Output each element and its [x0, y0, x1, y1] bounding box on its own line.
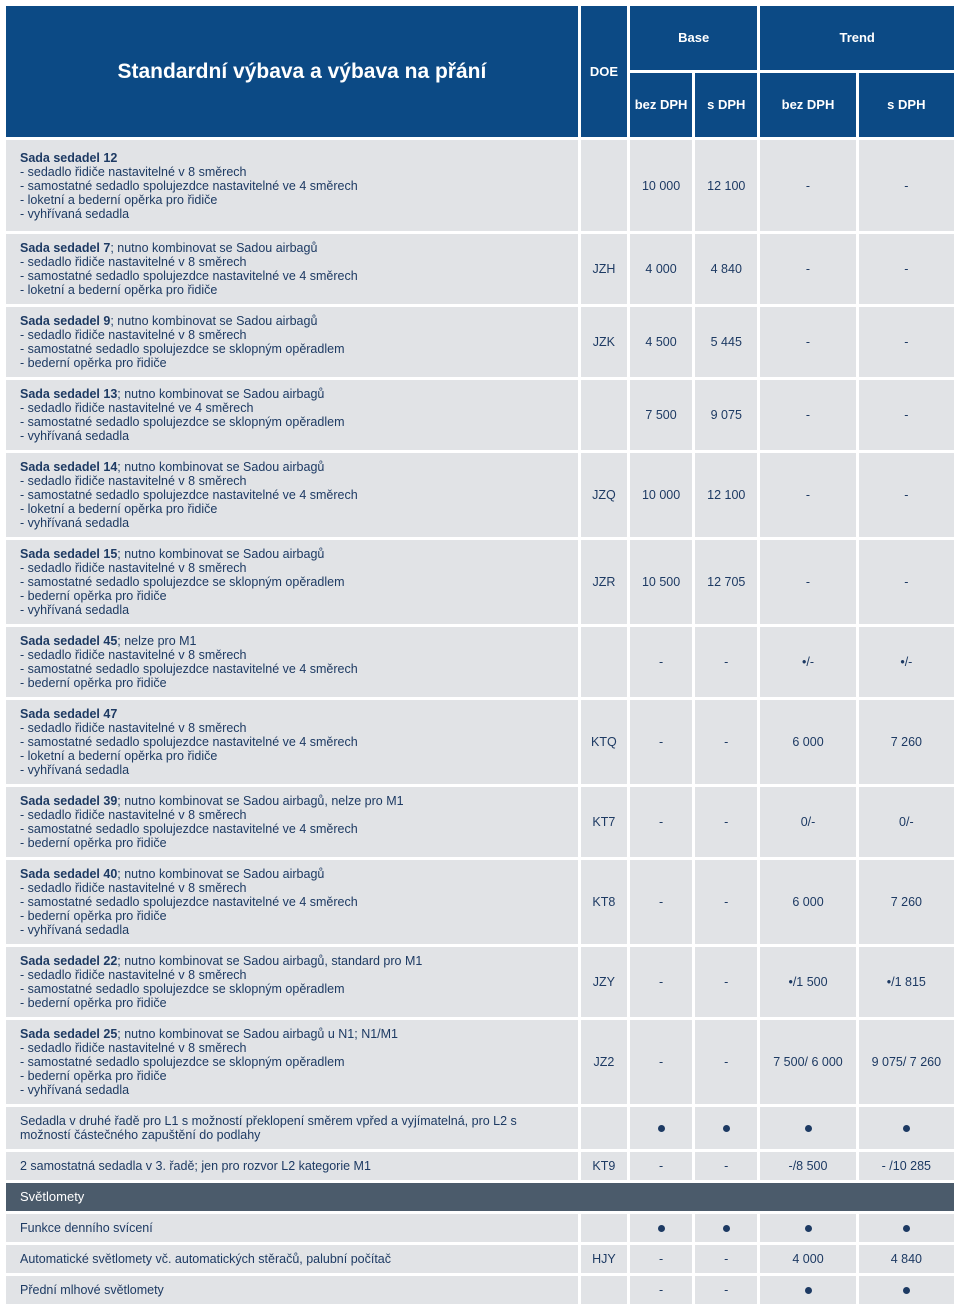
table-row — [6, 140, 954, 231]
section-title: Světlomety — [6, 1183, 954, 1211]
feature-line: - vyhřívaná sedadla — [20, 516, 130, 530]
trend-s-dph-header: s DPH — [859, 73, 954, 137]
base-s-dph-value: - — [695, 627, 757, 697]
package-name: Sada sedadel 40 — [20, 867, 118, 881]
package-note: ; nutno kombinovat se Sadou airbagů — [117, 387, 325, 401]
base-s-dph-value: - — [695, 700, 757, 784]
row-description — [6, 453, 578, 537]
row-title-line — [20, 460, 570, 474]
feature-line: - sedadlo řidiče nastavitelné v 8 směrech — [20, 474, 247, 488]
row-description — [6, 627, 578, 697]
row-title-line — [20, 707, 570, 721]
base-bez-dph-value: 10 000 — [630, 140, 692, 231]
feature-line: - bederní opěrka pro řidiče — [20, 996, 167, 1010]
feature-line: Sedadla v druhé řadě pro L1 s možností překlopení směrem vpřed a vyjímatelná, pro L2 s — [20, 1114, 517, 1128]
row-description — [6, 1245, 578, 1273]
feature-line: - loketní a bederní opěrka pro řidiče — [20, 749, 218, 763]
base-s-dph-value — [695, 1107, 757, 1149]
row-title-line — [20, 151, 570, 165]
table-row — [6, 1152, 954, 1180]
package-note: ; nutno kombinovat se Sadou airbagů — [117, 867, 325, 881]
feature-line: - bederní opěrka pro řidiče — [20, 589, 167, 603]
feature-line: - samostatné sedadlo spolujezdce se sklopným opěradlem — [20, 342, 345, 356]
package-name: Sada sedadel 14 — [20, 460, 118, 474]
package-note: ; nutno kombinovat se Sadou airbagů, standard pro M1 — [117, 954, 423, 968]
trend-bez-dph-value: - — [760, 234, 855, 304]
feature-line: - vyhřívaná sedadla — [20, 206, 130, 221]
trend-bez-dph-value — [760, 1107, 855, 1149]
feature-line: - samostatné sedadlo spolujezdce nastavitelné ve 4 směrech — [20, 178, 358, 193]
trend-bez-dph-value — [760, 1214, 855, 1242]
table-row — [6, 307, 954, 377]
feature-line: - sedadlo řidiče nastavitelné v 8 směrech — [20, 808, 247, 822]
row-title-line — [20, 867, 570, 881]
trend-bez-dph-value: •/- — [760, 627, 855, 697]
feature-line: Funkce denního svícení — [20, 1221, 153, 1235]
feature-line: - sedadlo řidiče nastavitelné v 8 směrech — [20, 328, 247, 342]
base-s-dph-value: - — [695, 787, 757, 857]
row-description — [6, 380, 578, 450]
base-bez-dph-value: - — [630, 1152, 692, 1180]
row-title-line — [20, 954, 570, 968]
row-title-line — [20, 547, 570, 561]
table-row — [6, 1245, 954, 1273]
feature-line: - bederní opěrka pro řidiče — [20, 909, 167, 923]
trend-bez-dph-value: 7 500/ 6 000 — [760, 1020, 855, 1104]
feature-line: - samostatné sedadlo spolujezdce se sklopným opěradlem — [20, 982, 345, 996]
base-s-dph-value: - — [695, 1276, 757, 1304]
trend-s-dph-value: - /10 285 — [859, 1152, 954, 1180]
table-row — [6, 700, 954, 784]
table-row — [6, 540, 954, 624]
bullet-dot-icon — [658, 1125, 665, 1132]
feature-line: - bederní opěrka pro řidiče — [20, 1069, 167, 1083]
base-bez-dph-value: - — [630, 1276, 692, 1304]
base-s-dph-value: 12 705 — [695, 540, 757, 624]
trend-s-dph-value: - — [859, 307, 954, 377]
row-description — [6, 1107, 578, 1149]
doe-code — [581, 627, 627, 697]
feature-line: - sedadlo řidiče nastavitelné v 8 směrech — [20, 881, 247, 895]
feature-line: - samostatné sedadlo spolujezdce nastavitelné ve 4 směrech — [20, 822, 358, 836]
base-bez-dph-value: 10 000 — [630, 453, 692, 537]
feature-line: - vyhřívaná sedadla — [20, 603, 130, 617]
package-name: Sada sedadel 9 — [20, 314, 111, 328]
feature-line: - loketní a bederní opěrka pro řidiče — [20, 283, 218, 297]
feature-line: - bederní opěrka pro řidiče — [20, 676, 167, 690]
row-description — [6, 307, 578, 377]
base-bez-dph-value — [630, 1214, 692, 1242]
base-bez-dph-value: - — [630, 947, 692, 1017]
feature-line: Přední mlhové světlomety — [20, 1283, 164, 1297]
package-name: Sada sedadel 47 — [20, 707, 118, 721]
bullet-dot-icon — [903, 1225, 910, 1232]
trend-bez-dph-value: •/1 500 — [760, 947, 855, 1017]
bullet-dot-icon — [903, 1287, 910, 1294]
trend-s-dph-value: - — [859, 140, 954, 231]
base-bez-dph-value: 4 500 — [630, 307, 692, 377]
package-note: ; nutno kombinovat se Sadou airbagů — [117, 547, 325, 561]
row-description — [6, 1152, 578, 1180]
trend-s-dph-value — [859, 1107, 954, 1149]
trend-s-dph-value: 9 075/ 7 260 — [859, 1020, 954, 1104]
bullet-dot-icon — [723, 1225, 730, 1232]
base-s-dph-value: - — [695, 947, 757, 1017]
package-name: Sada sedadel 7 — [20, 241, 111, 255]
package-note: ; nelze pro M1 — [117, 634, 197, 648]
base-bez-dph-value: - — [630, 860, 692, 944]
base-bez-dph-value: 10 500 — [630, 540, 692, 624]
base-bez-dph-value: - — [630, 700, 692, 784]
row-description — [6, 860, 578, 944]
feature-line: - loketní a bederní opěrka pro řidiče — [20, 192, 218, 207]
doe-code — [581, 1214, 627, 1242]
base-bez-dph-value: 7 500 — [630, 380, 692, 450]
table-row — [6, 947, 954, 1017]
doe-code: HJY — [581, 1245, 627, 1273]
table-row — [6, 1020, 954, 1104]
row-description — [6, 140, 578, 231]
package-name: Sada sedadel 39 — [20, 794, 118, 808]
trend-s-dph-value: - — [859, 234, 954, 304]
base-bez-dph-value: - — [630, 1020, 692, 1104]
trend-bez-dph-value: - — [760, 140, 855, 231]
feature-line: - samostatné sedadlo spolujezdce nastavitelné ve 4 směrech — [20, 488, 358, 502]
trend-bez-dph-value: -/8 500 — [760, 1152, 855, 1180]
bullet-dot-icon — [658, 1225, 665, 1232]
base-s-dph-header: s DPH — [695, 73, 757, 137]
base-s-dph-value: - — [695, 860, 757, 944]
row-title-line — [20, 314, 570, 328]
feature-line: - samostatné sedadlo spolujezdce nastavitelné ve 4 směrech — [20, 269, 358, 283]
package-note: ; nutno kombinovat se Sadou airbagů — [117, 460, 325, 474]
table-row — [6, 787, 954, 857]
table-row — [6, 627, 954, 697]
row-title-line — [20, 241, 570, 255]
package-note: ; nutno kombinovat se Sadou airbagů, nelze pro M1 — [117, 794, 404, 808]
trend-bez-dph-value: - — [760, 453, 855, 537]
feature-line: - samostatné sedadlo spolujezdce nastavitelné ve 4 směrech — [20, 735, 358, 749]
row-description — [6, 947, 578, 1017]
doe-code: JZR — [581, 540, 627, 624]
trend-s-dph-value: - — [859, 380, 954, 450]
feature-line: - samostatné sedadlo spolujezdce se sklopným opěradlem — [20, 1055, 345, 1069]
row-description — [6, 1276, 578, 1304]
base-s-dph-value: 12 100 — [695, 140, 757, 231]
trend-s-dph-value: •/- — [859, 627, 954, 697]
feature-line: - sedadlo řidiče nastavitelné v 8 směrech — [20, 968, 247, 982]
equipment-rows — [6, 140, 954, 1304]
row-description — [6, 700, 578, 784]
base-s-dph-value: - — [695, 1245, 757, 1273]
feature-line: - samostatné sedadlo spolujezdce nastavitelné ve 4 směrech — [20, 662, 358, 676]
trend-s-dph-value: •/1 815 — [859, 947, 954, 1017]
feature-line: - samostatné sedadlo spolujezdce se sklopným opěradlem — [20, 415, 345, 429]
table-row — [6, 453, 954, 537]
feature-line: možností částečného zapuštění do podlahy — [20, 1128, 261, 1142]
trend-s-dph-value: 4 840 — [859, 1245, 954, 1273]
table-row — [6, 380, 954, 450]
package-note: ; nutno kombinovat se Sadou airbagů u N1; N1/M1 — [117, 1027, 399, 1041]
trend-s-dph-value — [859, 1276, 954, 1304]
base-s-dph-value — [695, 1214, 757, 1242]
trend-bez-dph-value: 6 000 — [760, 860, 855, 944]
trend-s-dph-value: 7 260 — [859, 700, 954, 784]
doe-code: KTQ — [581, 700, 627, 784]
feature-line: - samostatné sedadlo spolujezdce se sklopným opěradlem — [20, 575, 345, 589]
row-description — [6, 787, 578, 857]
table-row — [6, 234, 954, 304]
feature-line: - sedadlo řidiče nastavitelné ve 4 směrech — [20, 401, 254, 415]
doe-code: JZK — [581, 307, 627, 377]
equipment-price-table — [3, 3, 957, 1307]
package-note: ; nutno kombinovat se Sadou airbagů — [110, 314, 318, 328]
package-note: ; nutno kombinovat se Sadou airbagů — [110, 241, 318, 255]
feature-line: 2 samostatná sedadla v 3. řadě; jen pro rozvor L2 kategorie M1 — [20, 1159, 371, 1173]
feature-line: - sedadlo řidiče nastavitelné v 8 směrech — [20, 255, 247, 269]
trend-bez-dph-value: - — [760, 307, 855, 377]
doe-code — [581, 380, 627, 450]
doe-code — [581, 1107, 627, 1149]
trend-s-dph-value — [859, 1214, 954, 1242]
base-s-dph-value: - — [695, 1152, 757, 1180]
feature-line: - vyhřívaná sedadla — [20, 763, 130, 777]
section-header-row — [6, 1183, 954, 1211]
base-s-dph-value: - — [695, 1020, 757, 1104]
base-bez-dph-header: bez DPH — [630, 73, 692, 137]
row-title-line — [20, 1027, 570, 1041]
trend-column-header: Trend — [760, 6, 954, 70]
doe-column-header: DOE — [581, 6, 627, 137]
doe-code — [581, 140, 627, 231]
feature-line: - vyhřívaná sedadla — [20, 1083, 130, 1097]
doe-code: JZY — [581, 947, 627, 1017]
page-title: Standardní výbava a výbava na přání — [6, 6, 578, 137]
feature-line: - loketní a bederní opěrka pro řidiče — [20, 502, 218, 516]
bullet-dot-icon — [805, 1125, 812, 1132]
table-row — [6, 1214, 954, 1242]
row-description — [6, 234, 578, 304]
trend-s-dph-value: - — [859, 540, 954, 624]
package-name: Sada sedadel 13 — [20, 387, 118, 401]
doe-code — [581, 1276, 627, 1304]
feature-line: - sedadlo řidiče nastavitelné v 8 směrech — [20, 561, 247, 575]
bullet-dot-icon — [903, 1125, 910, 1132]
feature-line: - bederní opěrka pro řidiče — [20, 836, 167, 850]
row-description — [6, 1214, 578, 1242]
trend-bez-dph-value: - — [760, 380, 855, 450]
base-bez-dph-value — [630, 1107, 692, 1149]
feature-line: - sedadlo řidiče nastavitelné v 8 směrech — [20, 164, 247, 179]
feature-line: - sedadlo řidiče nastavitelné v 8 směrech — [20, 721, 247, 735]
table-row — [6, 1107, 954, 1149]
feature-line: - vyhřívaná sedadla — [20, 923, 130, 937]
trend-s-dph-value: - — [859, 453, 954, 537]
row-description — [6, 1020, 578, 1104]
package-name: Sada sedadel 45 — [20, 634, 118, 648]
base-s-dph-value: 9 075 — [695, 380, 757, 450]
trend-bez-dph-header: bez DPH — [760, 73, 855, 137]
feature-line: Automatické světlomety vč. automatických stěračů, palubní počítač — [20, 1252, 392, 1266]
trend-bez-dph-value: - — [760, 540, 855, 624]
trend-bez-dph-value — [760, 1276, 855, 1304]
row-title-line — [20, 634, 570, 648]
trend-s-dph-value: 7 260 — [859, 860, 954, 944]
row-title-line — [20, 794, 570, 808]
bullet-dot-icon — [723, 1125, 730, 1132]
package-name: Sada sedadel 25 — [20, 1027, 118, 1041]
base-s-dph-value: 5 445 — [695, 307, 757, 377]
base-bez-dph-value: 4 000 — [630, 234, 692, 304]
trend-bez-dph-value: 0/- — [760, 787, 855, 857]
base-bez-dph-value: - — [630, 1245, 692, 1273]
feature-line: - bederní opěrka pro řidiče — [20, 356, 167, 370]
base-bez-dph-value: - — [630, 787, 692, 857]
table-row — [6, 1276, 954, 1304]
package-name: Sada sedadel 15 — [20, 547, 118, 561]
package-name: Sada sedadel 12 — [20, 150, 118, 165]
feature-line: - sedadlo řidiče nastavitelné v 8 směrech — [20, 648, 247, 662]
row-title-line — [20, 387, 570, 401]
feature-line: - vyhřívaná sedadla — [20, 429, 130, 443]
feature-line: - samostatné sedadlo spolujezdce nastavitelné ve 4 směrech — [20, 895, 358, 909]
base-s-dph-value: 12 100 — [695, 453, 757, 537]
table-row — [6, 860, 954, 944]
feature-line: - sedadlo řidiče nastavitelné v 8 směrech — [20, 1041, 247, 1055]
bullet-dot-icon — [805, 1287, 812, 1294]
doe-code: JZQ — [581, 453, 627, 537]
trend-bez-dph-value: 4 000 — [760, 1245, 855, 1273]
trend-bez-dph-value: 6 000 — [760, 700, 855, 784]
doe-code: JZ2 — [581, 1020, 627, 1104]
package-name: Sada sedadel 22 — [20, 954, 118, 968]
doe-code: KT7 — [581, 787, 627, 857]
equipment-price-table-wrapper — [6, 6, 954, 1307]
trend-s-dph-value: 0/- — [859, 787, 954, 857]
doe-code: JZH — [581, 234, 627, 304]
bullet-dot-icon — [805, 1225, 812, 1232]
doe-code: KT9 — [581, 1152, 627, 1180]
row-description — [6, 540, 578, 624]
base-column-header: Base — [630, 6, 757, 70]
doe-code: KT8 — [581, 860, 627, 944]
base-bez-dph-value: - — [630, 627, 692, 697]
base-s-dph-value: 4 840 — [695, 234, 757, 304]
